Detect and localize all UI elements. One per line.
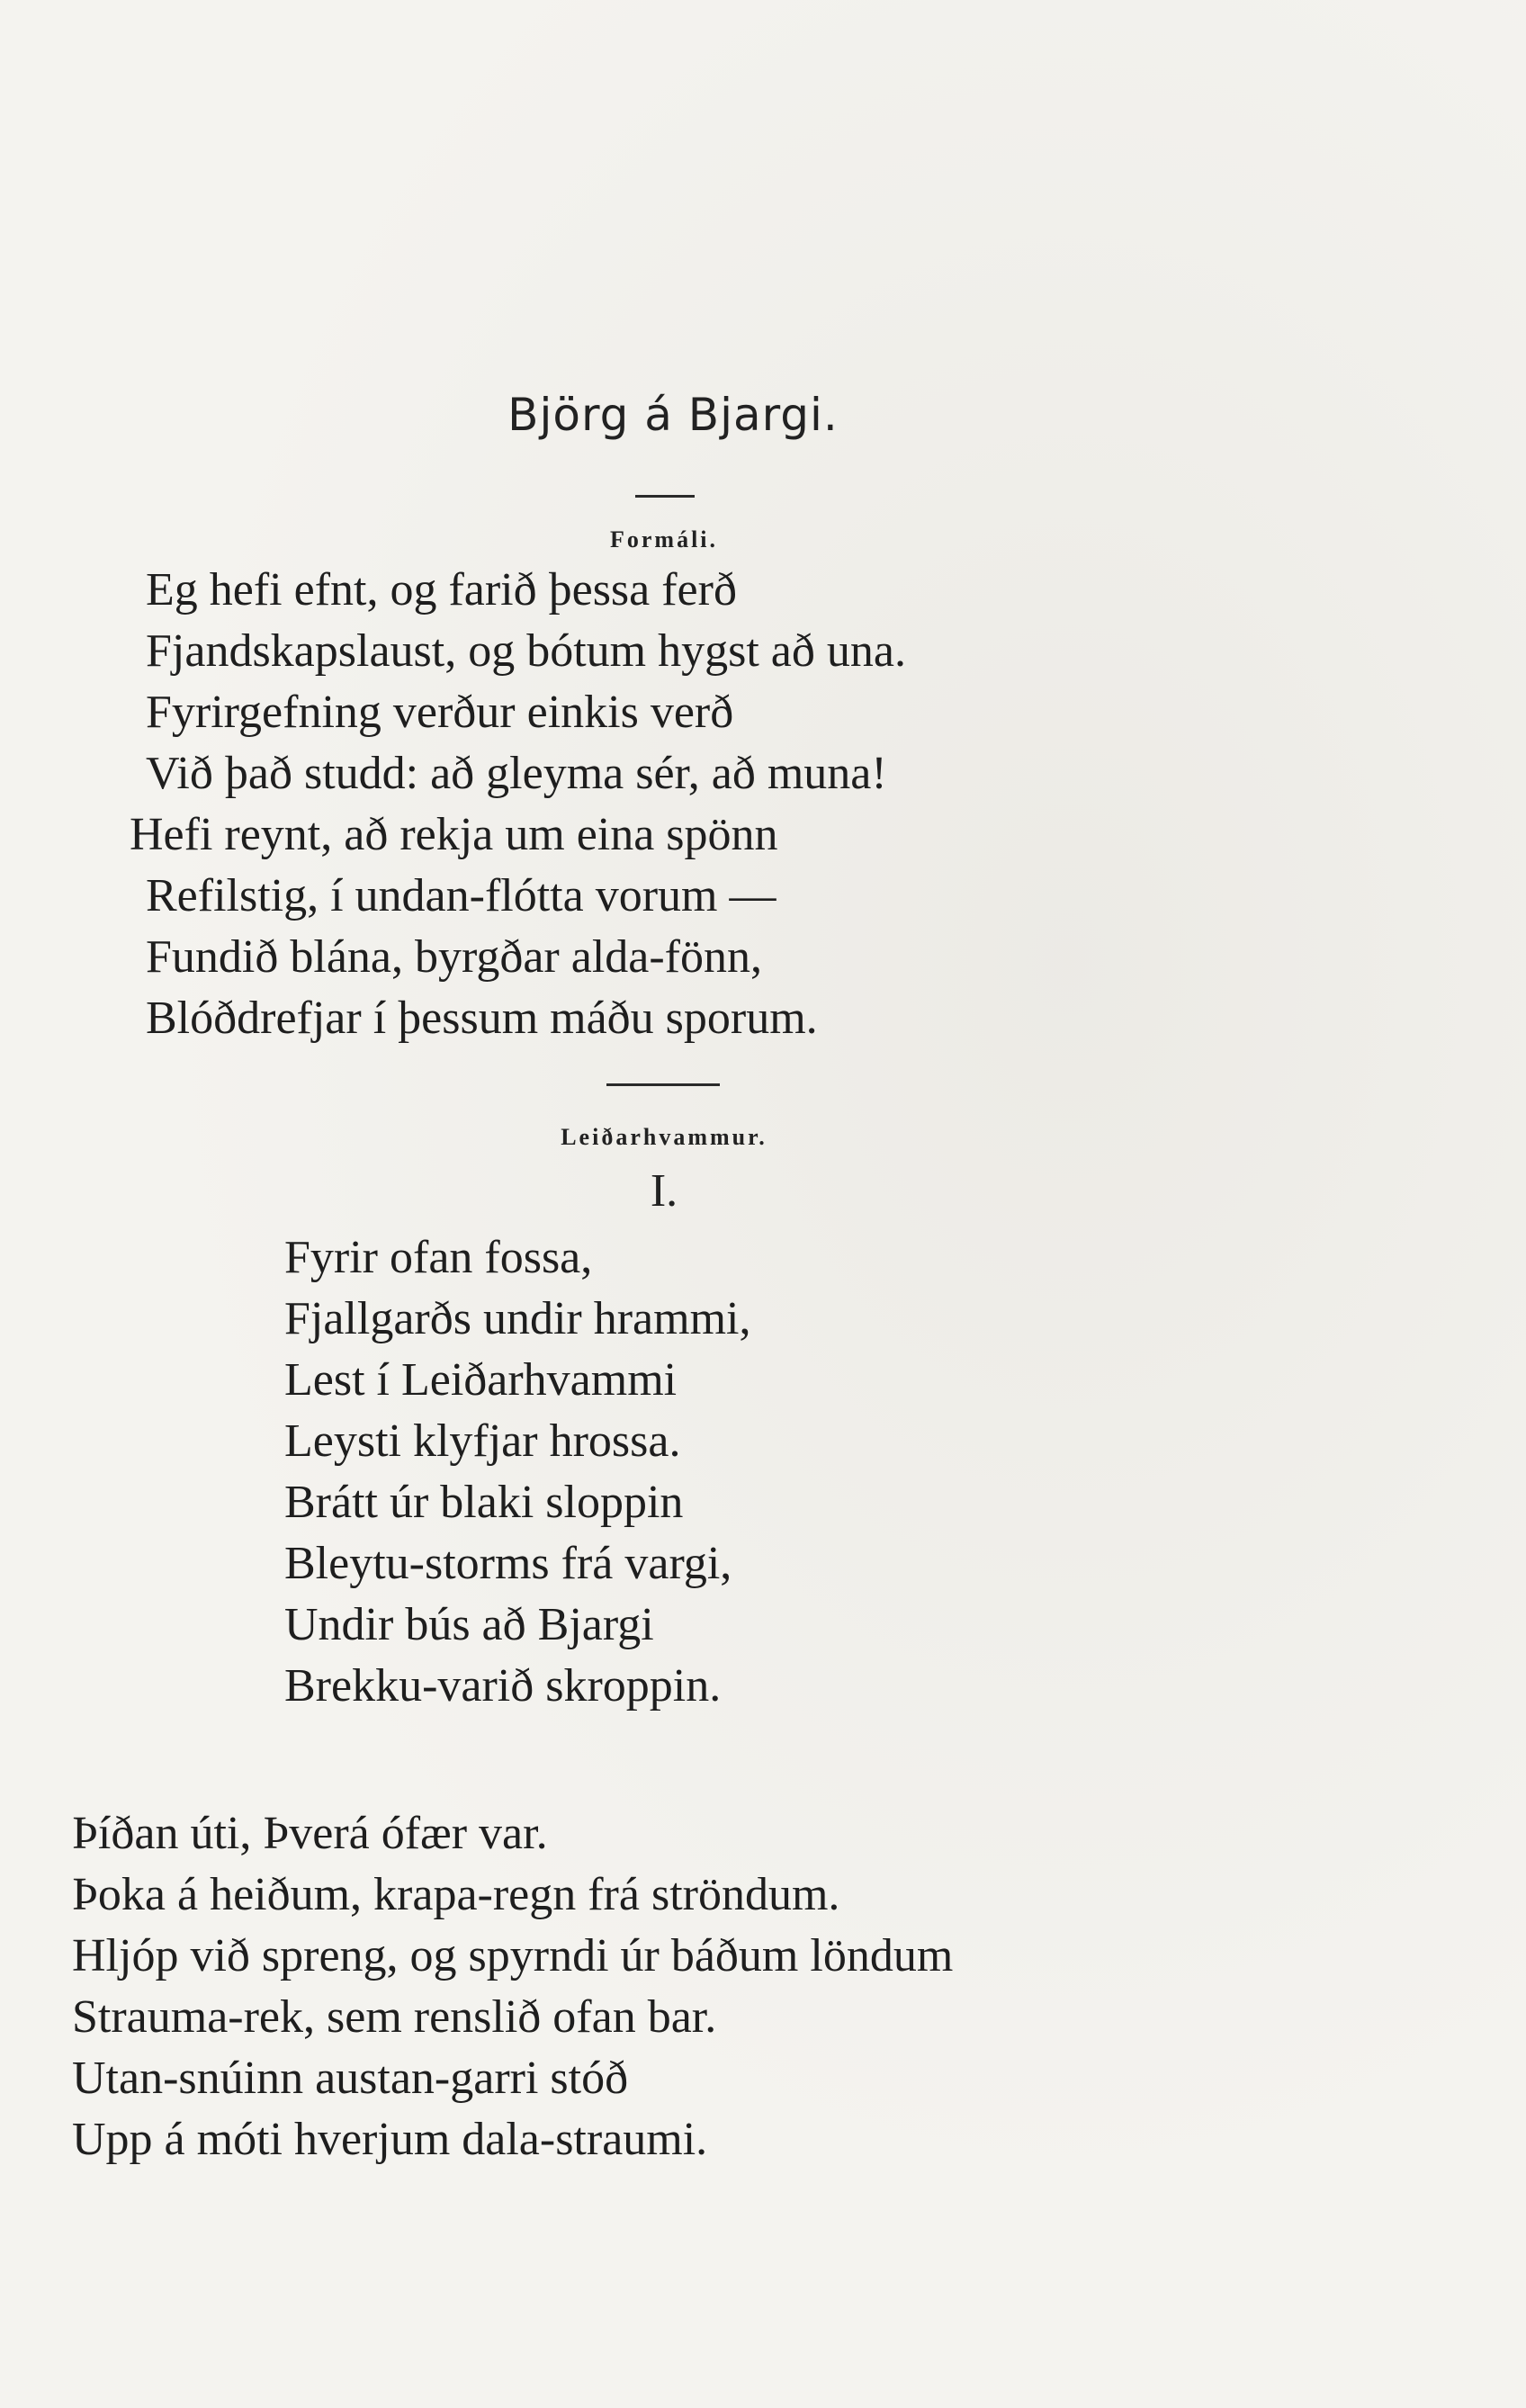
preface-heading: Formáli. — [609, 526, 719, 553]
verse-line: Blóðdrefjar í þessum máðu sporum. — [146, 993, 818, 1044]
verse-line: Hefi reynt, að rekja um eina spönn — [130, 809, 778, 860]
verse-line: Strauma-rek, sem renslið ofan bar. — [72, 1991, 717, 2043]
part-heading: Leiðarhvammur. — [561, 1124, 767, 1150]
verse-line: Utan-snúinn austan-garri stóð — [72, 2053, 629, 2104]
verse-line: Fyrir ofan fossa, — [284, 1232, 593, 1283]
verse-line: Brátt úr blaki sloppin — [284, 1477, 684, 1528]
section-divider — [606, 1083, 720, 1086]
verse-line: Hljóp við spreng, og spyrndi úr báðum löndum — [72, 1930, 954, 1981]
verse-line: Fyrirgefning verður einkis verð — [146, 687, 734, 738]
verse-line: Undir bús að Bjargi — [284, 1599, 654, 1650]
verse-line: Þoka á heiðum, krapa-regn frá ströndum. — [72, 1869, 840, 1920]
verse-line: Refilstig, í undan-flótta vorum — — [146, 870, 776, 921]
verse-line: Fjandskapslaust, og bótum hygst að una. — [146, 625, 906, 677]
verse-line: Fjallgarðs undir hrammi, — [284, 1293, 751, 1344]
verse-line: Þíðan úti, Þverá ófær var. — [72, 1808, 548, 1859]
verse-line: Fundið blána, byrgðar alda-fönn, — [146, 931, 762, 983]
verse-line: Brekku-varið skroppin. — [284, 1660, 722, 1712]
verse-line: Eg hefi efnt, og farið þessa ferð — [146, 564, 737, 615]
verse-line: Bleytu-storms frá vargi, — [284, 1538, 732, 1589]
verse-line: Lest í Leiðarhvammi — [284, 1354, 678, 1406]
verse-line: Leysti klyfjar hrossa. — [284, 1415, 681, 1467]
verse-line: Við það studd: að gleyma sér, að muna! — [146, 748, 887, 799]
verse-line: Upp á móti hverjum dala-straumi. — [72, 2114, 708, 2165]
part-number: I. — [650, 1165, 678, 1217]
poem-title: Björg á Bjargi. — [507, 389, 839, 441]
title-divider — [635, 495, 695, 498]
